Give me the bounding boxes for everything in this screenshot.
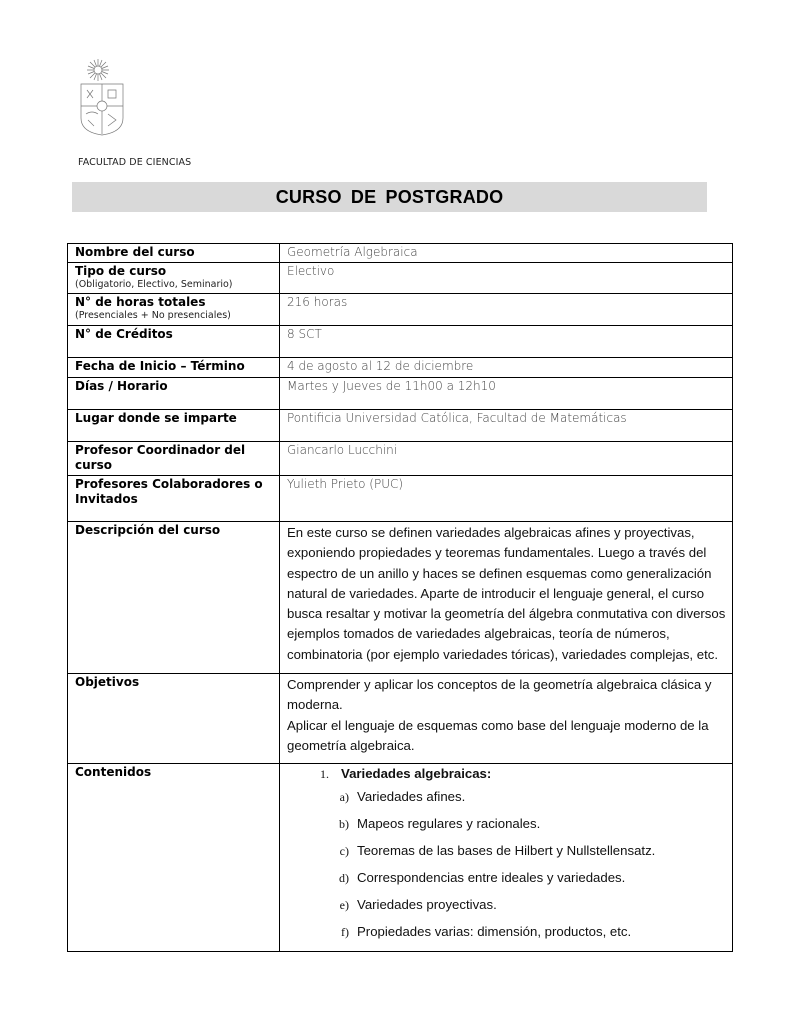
- list-item: [287, 865, 726, 892]
- row-label: [68, 674, 280, 764]
- label-text: Tipo de curso: [75, 264, 167, 278]
- row-value: Pontificia Universidad Católica, Facultad de Matemáticas: [280, 410, 733, 442]
- item-text: Correspondencias entre ideales y variedades.: [357, 870, 626, 886]
- contents-section: [287, 764, 726, 784]
- row-value: Yulieth Prieto (PUC): [280, 476, 733, 522]
- item-letter: e): [339, 898, 349, 913]
- row-value: Giancarlo Lucchini: [280, 442, 733, 476]
- table-row: [68, 476, 733, 522]
- row-value: Geometría Algebraica: [280, 244, 733, 263]
- label-text: N° de Créditos: [75, 327, 173, 341]
- item-text: Mapeos regulares y racionales.: [357, 816, 541, 832]
- table-row: [68, 244, 733, 263]
- item-letter: d): [339, 871, 349, 886]
- course-description: En este curso se definen variedades algebraicas afines y proyectivas, exponiendo propiedades y teoremas fundamentales. Luego a través del espectro de un anillo y haces se definen esquemas como generalización natural de variedades. Aparte de introducir el lenguaje general, el curso busca resaltar y motivar la geometría del álgebra conmutativa con diversos ejemplos tomados de variedades algebraicas, teoría de números, combinatoria (por ejemplo variedades tóricas), variedades complejas, etc.: [280, 522, 733, 674]
- list-item: [287, 892, 726, 919]
- list-item: [287, 919, 726, 946]
- table-row: [68, 674, 733, 764]
- course-contents: [280, 764, 733, 952]
- university-seal-logo: [78, 56, 126, 136]
- label-text: Días / Horario: [75, 379, 168, 393]
- row-label: [68, 326, 280, 358]
- row-label: [68, 442, 280, 476]
- label-text: Nombre del curso: [75, 245, 195, 259]
- row-label: [68, 263, 280, 294]
- row-label: [68, 378, 280, 410]
- table-row: [68, 263, 733, 294]
- row-label: [68, 294, 280, 326]
- item-text: Teoremas de las bases de Hilbert y Nullstellensatz.: [357, 843, 656, 859]
- row-label: [68, 410, 280, 442]
- section-number: 1.: [320, 767, 329, 781]
- table-row: [68, 442, 733, 476]
- label-text: Profesores Colaboradores o Invitados: [75, 477, 263, 506]
- table-row: [68, 326, 733, 358]
- list-item: [287, 811, 726, 838]
- faculty-name: FACULTAD DE CIENCIAS: [78, 157, 192, 168]
- list-item: [287, 838, 726, 865]
- section-title: Variedades algebraicas:: [341, 766, 492, 781]
- label-text: Fecha de Inicio – Término: [75, 359, 245, 373]
- objective-item: Aplicar el lenguaje de esquemas como base del lenguaje moderno de la geometría algebraica.: [287, 717, 709, 753]
- row-label: [68, 244, 280, 263]
- item-text: Propiedades varias: dimensión, productos, etc.: [357, 924, 632, 940]
- row-value: 8 SCT: [280, 326, 733, 358]
- item-text: Variedades afines.: [357, 789, 466, 805]
- item-letter: b): [339, 817, 349, 832]
- list-item: [287, 784, 726, 811]
- contents-list: [287, 764, 726, 946]
- table-row: [68, 358, 733, 378]
- course-info-table: [67, 243, 733, 952]
- title-banner: [72, 182, 707, 212]
- label-text: N° de horas totales: [75, 295, 206, 309]
- row-label: [68, 358, 280, 378]
- row-value: Martes y Jueves de 11h00 a 12h10: [280, 378, 733, 410]
- row-value: 216 horas: [280, 294, 733, 326]
- table-row: [68, 410, 733, 442]
- row-value: Electivo: [280, 263, 733, 294]
- item-letter: f): [341, 925, 349, 940]
- table-row: [68, 294, 733, 326]
- row-label: [68, 522, 280, 674]
- label-text: Contenidos: [75, 765, 152, 779]
- label-subtext: (Presenciales + No presenciales): [75, 310, 231, 321]
- table-row: [68, 764, 733, 952]
- row-value: 4 de agosto al 12 de diciembre: [280, 358, 733, 378]
- label-text: Lugar donde se imparte: [75, 411, 237, 425]
- document-title: CURSO DE POSTGRADO: [275, 186, 504, 207]
- label-text: Descripción del curso: [75, 523, 221, 537]
- table-row: [68, 522, 733, 674]
- item-letter: a): [339, 790, 349, 805]
- objective-item: Comprender y aplicar los conceptos de la geometría algebraica clásica y moderna.: [287, 677, 712, 713]
- table-row: [68, 378, 733, 410]
- item-text: Variedades proyectivas.: [357, 897, 497, 913]
- label-subtext: (Obligatorio, Electivo, Seminario): [75, 279, 233, 290]
- row-label: [68, 476, 280, 522]
- course-objectives: [280, 674, 733, 764]
- label-text: Objetivos: [75, 675, 140, 689]
- item-letter: c): [339, 844, 349, 859]
- row-label: [68, 764, 280, 952]
- label-text: Profesor Coordinador del curso: [75, 443, 246, 472]
